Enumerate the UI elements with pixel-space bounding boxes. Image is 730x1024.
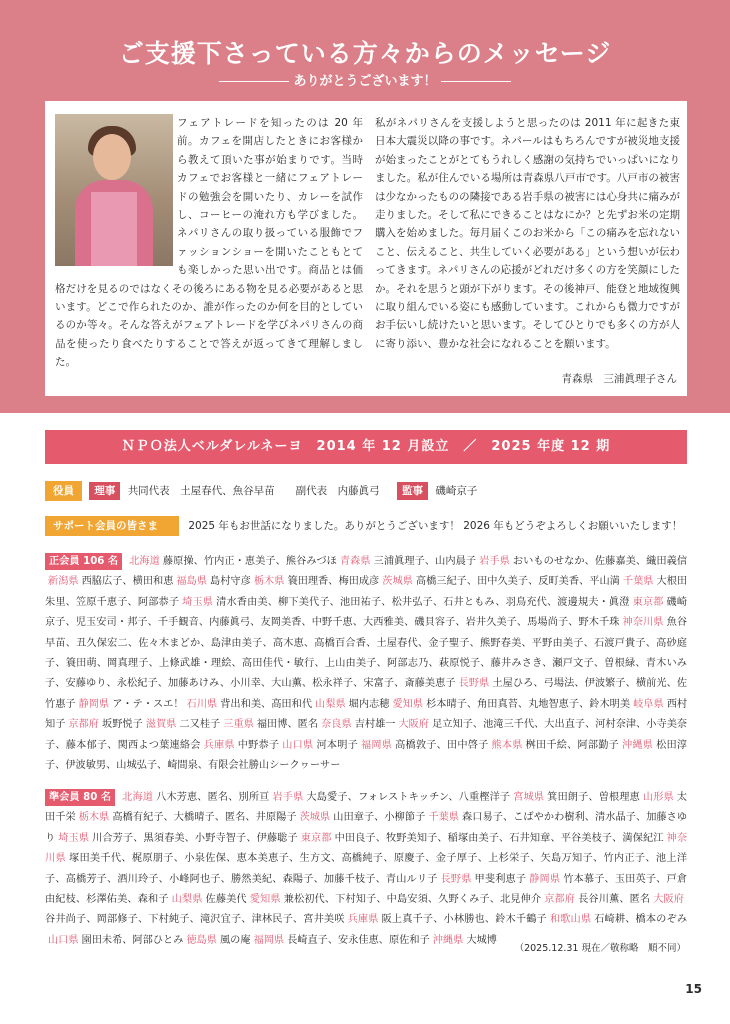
member-names: 大根田朱里、笠原千恵子、阿部恭子 <box>45 576 688 608</box>
prefecture-label: 沖縄県 <box>622 739 654 751</box>
member-names: 土屋ひろ、弓場法、伊波繁子、横前光、佐竹惠子 <box>45 678 688 710</box>
prefecture-label: 神奈川県 <box>45 832 688 865</box>
prefecture-label: 福島県 <box>176 576 208 588</box>
prefecture-label: 山形県 <box>642 792 674 803</box>
divider-left <box>219 81 289 82</box>
member-names: 坂野悦子 <box>102 719 143 731</box>
prefecture-label: 北海道 <box>122 792 154 803</box>
associate-members <box>45 788 687 951</box>
associate-members-label: 準会員 80 名 <box>45 789 115 806</box>
prefecture-label: 青森県 <box>339 556 371 567</box>
regular-members <box>45 552 687 776</box>
subtitle-text: ありがとうございます！ <box>293 74 437 89</box>
prefecture-label: 沖縄県 <box>432 934 464 946</box>
member-names: 三浦眞理子、山内晨子 <box>373 556 477 567</box>
prefecture-label: 石川県 <box>186 698 218 710</box>
prefecture-label: 茨城県 <box>299 812 331 824</box>
member-names: 園田未希、阿部ひとみ <box>81 934 184 946</box>
member-names: 兼松初代、下村知子、中島安須、久野くみ子、北見伸介 <box>283 894 542 906</box>
prefecture-label: 三重県 <box>223 719 254 731</box>
member-names: 島村守彦 <box>210 576 251 588</box>
member-names: 桝田千絵、阿部勤子 <box>525 739 620 751</box>
prefecture-label: 福岡県 <box>253 934 285 946</box>
member-names: 背出和美、高田和代 <box>220 698 313 710</box>
member-names: 阪上真千子、小林勝也、鈴木千鶴子 <box>381 914 547 926</box>
message-left-text: フェアトレードを知ったのは 20 年前。カフェを開店したときにお客様から教えて頂いた事が始まりです。当時カフェでお客様と一緒にフェアトレードの勉強会を開いたり、カレーを試作し、コーヒーの淹れ方も学びました。ネパリさんの取り扱っている服飾でファッションショーを開いたこともとても楽しかった思い出です。商品とは価格だけを見るのではなくその後ろにある物を見る必要があると思います。どこで作られたのか、誰が作ったのか何を目的としているのか等々。そんな答えがフェアトレードを学びネパリさんの商品を使ったり食べたりすることで答えが返ってきて理解しました。 <box>55 117 363 369</box>
regular-members-label: 正会員 106 名 <box>45 553 122 570</box>
member-names: 長谷川薫、匿名 <box>578 894 651 906</box>
member-names: 磯崎京子、児玉安司・邦子、千手観音、内藤眞弓、友岡美香、中野千恵、大西雅美、磯貝容子、岩井久美子、馬場尚子、野木千珠 <box>45 596 688 629</box>
member-names: 竹本慕子、玉田英子、戸倉由紀枝、杉澤佑美、森和子 <box>45 873 688 906</box>
associate-members-list <box>45 792 687 946</box>
divider-right <box>441 81 511 82</box>
support-row <box>45 516 682 536</box>
prefecture-label: 新潟県 <box>48 576 79 588</box>
prefecture-label: 東京都 <box>300 832 332 844</box>
member-names: 太田千栄 <box>45 792 688 824</box>
prefecture-label: 大阪府 <box>398 719 430 731</box>
prefecture-label: 埼玉県 <box>58 832 90 844</box>
prefecture-label: 熊本県 <box>491 739 523 751</box>
support-label: サポート会員の皆さま <box>45 516 179 536</box>
prefecture-label: 神奈川県 <box>622 617 664 629</box>
auditor-text: 磯崎京子 <box>435 485 478 497</box>
prefecture-label: 長野県 <box>440 873 472 885</box>
member-names: 福田博、匿名 <box>256 719 319 731</box>
page-subtitle <box>0 70 730 89</box>
member-names: 谷井尚子、岡部修子、下村純子、滝沢宜子、津林民子、宮井美咲 <box>45 914 345 926</box>
member-names: 二又桂子 <box>179 719 221 731</box>
prefecture-label: 静岡県 <box>78 698 110 710</box>
member-names: 佐藤美代 <box>205 894 247 906</box>
officers-label: 役員 <box>45 481 82 501</box>
member-names: 河本明子 <box>316 739 358 751</box>
npo-banner: ＮＰＯ法人ベルダレルネーヨ 2014 年 12 月設立 ／ 2025 年度 12 期 <box>45 430 687 464</box>
prefecture-label: 栃木県 <box>253 576 285 588</box>
regular-members-list <box>45 556 687 771</box>
member-names: 西脇広子、横田和恵 <box>81 576 174 588</box>
member-names: 堀内志穂 <box>348 698 390 710</box>
prefecture-label: 山口県 <box>48 934 79 946</box>
message-right-text: 私がネパリさんを支援しようと思ったのは 2011 年に起きた東日本大震災以降の事です。ネパールはもちろんですが被災地支援が始まったことがとてもうれしく感謝の気持ちでいっぱいになりました。私が住んでいる場所は青森県八戸市です。八戸市の被害は少なかったものの隣接である岩手県の被害には心身共に痛みが走りました。そして私にできることはなにか？と先ずお米の定期購入を始めました。毎月届くこのお米から「この痛みを忘れないこと、伝えること、共生していく必要がある」という想いが伝わってきます。ネパリさんの応援がどれだけ多くの方を笑顔にしたか。それを思うと頭が下がります。その後神戸、能登と地域復興に取り組んでいる姿にも感動しています。これからも微力ですがお手伝いし続けたいと思います。そしてひとりでも多くの方が人に寄り添い、豊かな社会になれることを願います。 <box>375 117 680 350</box>
member-names: 高橋三紀子、田中久美子、反町美香、平山満 <box>415 576 620 588</box>
prefecture-label: 福岡県 <box>360 739 393 751</box>
prefecture-label: 兵庫県 <box>203 739 235 751</box>
member-names: 八木芳恵、匿名、別所亘 <box>156 792 270 803</box>
prefecture-label: 愛知県 <box>249 894 281 906</box>
officers-row <box>45 481 477 501</box>
prefecture-label: 栃木県 <box>78 812 110 824</box>
page-title: ご支援下さっている方々からのメッセージ <box>118 39 612 68</box>
prefecture-label: 和歌山県 <box>549 914 592 926</box>
member-names: 西村知子 <box>45 698 688 731</box>
prefecture-label: 宮城県 <box>513 792 545 803</box>
message-right-column <box>375 114 680 353</box>
prefecture-label: 岐阜県 <box>633 698 664 710</box>
member-names: ア・テ・スエ！ <box>112 698 184 710</box>
directors-text: 共同代表 土屋春代、魚谷早苗 副代表 内藤眞弓 <box>127 485 380 497</box>
member-names: 魚谷早苗、丑久保宏二、佐々木まどか、島津由美子、高木恵、高橋百合香、土屋春代、金子聖子、熊野春美、平野由美子、石渡戸貴子、高砂庭子、簑田萌、岡真理子、上條武雄・理絵、高田佳代・敏行、上山由美子、阿部志乃、萩原悦子、藤井みさき、瀬戸文子、曽根緑、青木いみ子、安藤ゆり、永松紀子、加藤あけみ、小川幸、大山薫、松永祥子、宋富子、斎藤美恵子 <box>45 617 688 690</box>
prefecture-label: 北海道 <box>129 556 160 567</box>
member-names: 長崎直子、安永佳恵、原佐和子 <box>287 934 430 946</box>
prefecture-label: 滋賀県 <box>145 719 177 731</box>
director-label: 理事 <box>89 482 120 500</box>
message-left-column <box>55 114 363 372</box>
prefecture-label: 千葉県 <box>428 812 460 824</box>
prefecture-label: 兵庫県 <box>347 914 379 926</box>
prefecture-label: 徳島県 <box>186 934 217 946</box>
support-text: 2025 年もお世話になりました。ありがとうございます！ 2026 年もどうぞよろしくお願いいたします！ <box>188 520 683 532</box>
member-names: 藤原操、竹内正・恵美子、熊谷みづほ <box>162 556 337 567</box>
prefecture-label: 静岡県 <box>529 873 561 885</box>
prefecture-label: 山梨県 <box>171 894 203 906</box>
member-names: 大島愛子、フォレストキッチン、八重樫洋子 <box>306 792 511 803</box>
message-box <box>45 101 687 396</box>
member-names: 甲斐利恵子 <box>474 873 527 885</box>
member-names: 杉本晴子、角田真苔、丸地智恵子、鈴木明美 <box>426 698 631 710</box>
member-names: 松田淳子、伊波敏男、山城弘子、崎間泉、有限会社勝山シークヮーサー <box>45 739 688 772</box>
member-names: 高橋有紀子、大橋晴子、匿名、井原陽子 <box>112 812 297 824</box>
member-names: 中田良子、牧野美知子、稲塚由美子、石井知章、平谷美枝子、満保紀江 <box>334 832 664 844</box>
prefecture-label: 東京都 <box>632 596 664 608</box>
prefecture-label: 大阪府 <box>653 894 685 906</box>
footnote: （2025.12.31 現在／敬称略 順不同） <box>514 943 686 954</box>
member-names: 箕田朗子、曽根理恵 <box>547 792 640 803</box>
member-names: 石崎耕、橋本のぞみ <box>594 914 688 926</box>
member-names: 清水香由美、柳下美代子、池田祐子、松井弘子、石井ともみ、羽鳥充代、渡邊規夫・眞澄 <box>216 596 630 608</box>
prefecture-label: 愛知県 <box>392 698 424 710</box>
member-names: 風の庵 <box>220 934 251 946</box>
member-names: 足立知子、池滝三千代、大出直子、河村奈津、小寺美奈子、藤本郁子、関西よつ葉連絡会 <box>45 719 688 751</box>
prefecture-label: 奈良県 <box>321 719 352 731</box>
member-names: 吉村雄一 <box>354 719 396 731</box>
page-number: 15 <box>685 982 702 996</box>
prefecture-label: 埼玉県 <box>182 596 214 608</box>
prefecture-label: 京都府 <box>68 719 100 731</box>
member-names: 山田章子、小柳節子 <box>333 812 426 824</box>
prefecture-label: 山梨県 <box>315 698 346 710</box>
prefecture-label: 山口県 <box>282 739 314 751</box>
auditor-label: 監事 <box>397 482 428 500</box>
member-names: 中野恭子 <box>237 739 280 751</box>
member-names: 塚田美千代、梶原朋子、小泉佐保、恵本美恵子、生方文、高橋純子、原慶子、金子厚子、上杉栄子、矢島万知子、竹内正子、池上洋子、高橋芳子、酒川玲子、小峰阿也子、勝然美紀、森陽子、加藤千枝子、青山ルリ子 <box>45 853 688 885</box>
member-names: おいものせなか、佐藤嘉美、織田義信 <box>512 556 688 567</box>
member-names: 高橋敦子、田中啓子 <box>395 739 489 751</box>
member-names: 森口易子、こばやかわ樹利、清水晶子、加藤さゆり <box>45 812 688 844</box>
prefecture-label: 茨城県 <box>382 576 413 588</box>
message-signature: 青森県 三浦眞理子さん <box>561 373 677 385</box>
member-names: 簑田理香、梅田成彦 <box>287 576 380 588</box>
prefecture-label: 岩手県 <box>272 792 304 803</box>
prefecture-label: 京都府 <box>544 894 576 906</box>
member-names: 川合芳子、黒須春美、小野寺智子、伊藤聡子 <box>92 832 298 844</box>
prefecture-label: 岩手県 <box>479 556 510 567</box>
prefecture-label: 千葉県 <box>622 576 654 588</box>
prefecture-label: 長野県 <box>458 678 490 690</box>
member-names: 大城博 <box>466 934 497 946</box>
